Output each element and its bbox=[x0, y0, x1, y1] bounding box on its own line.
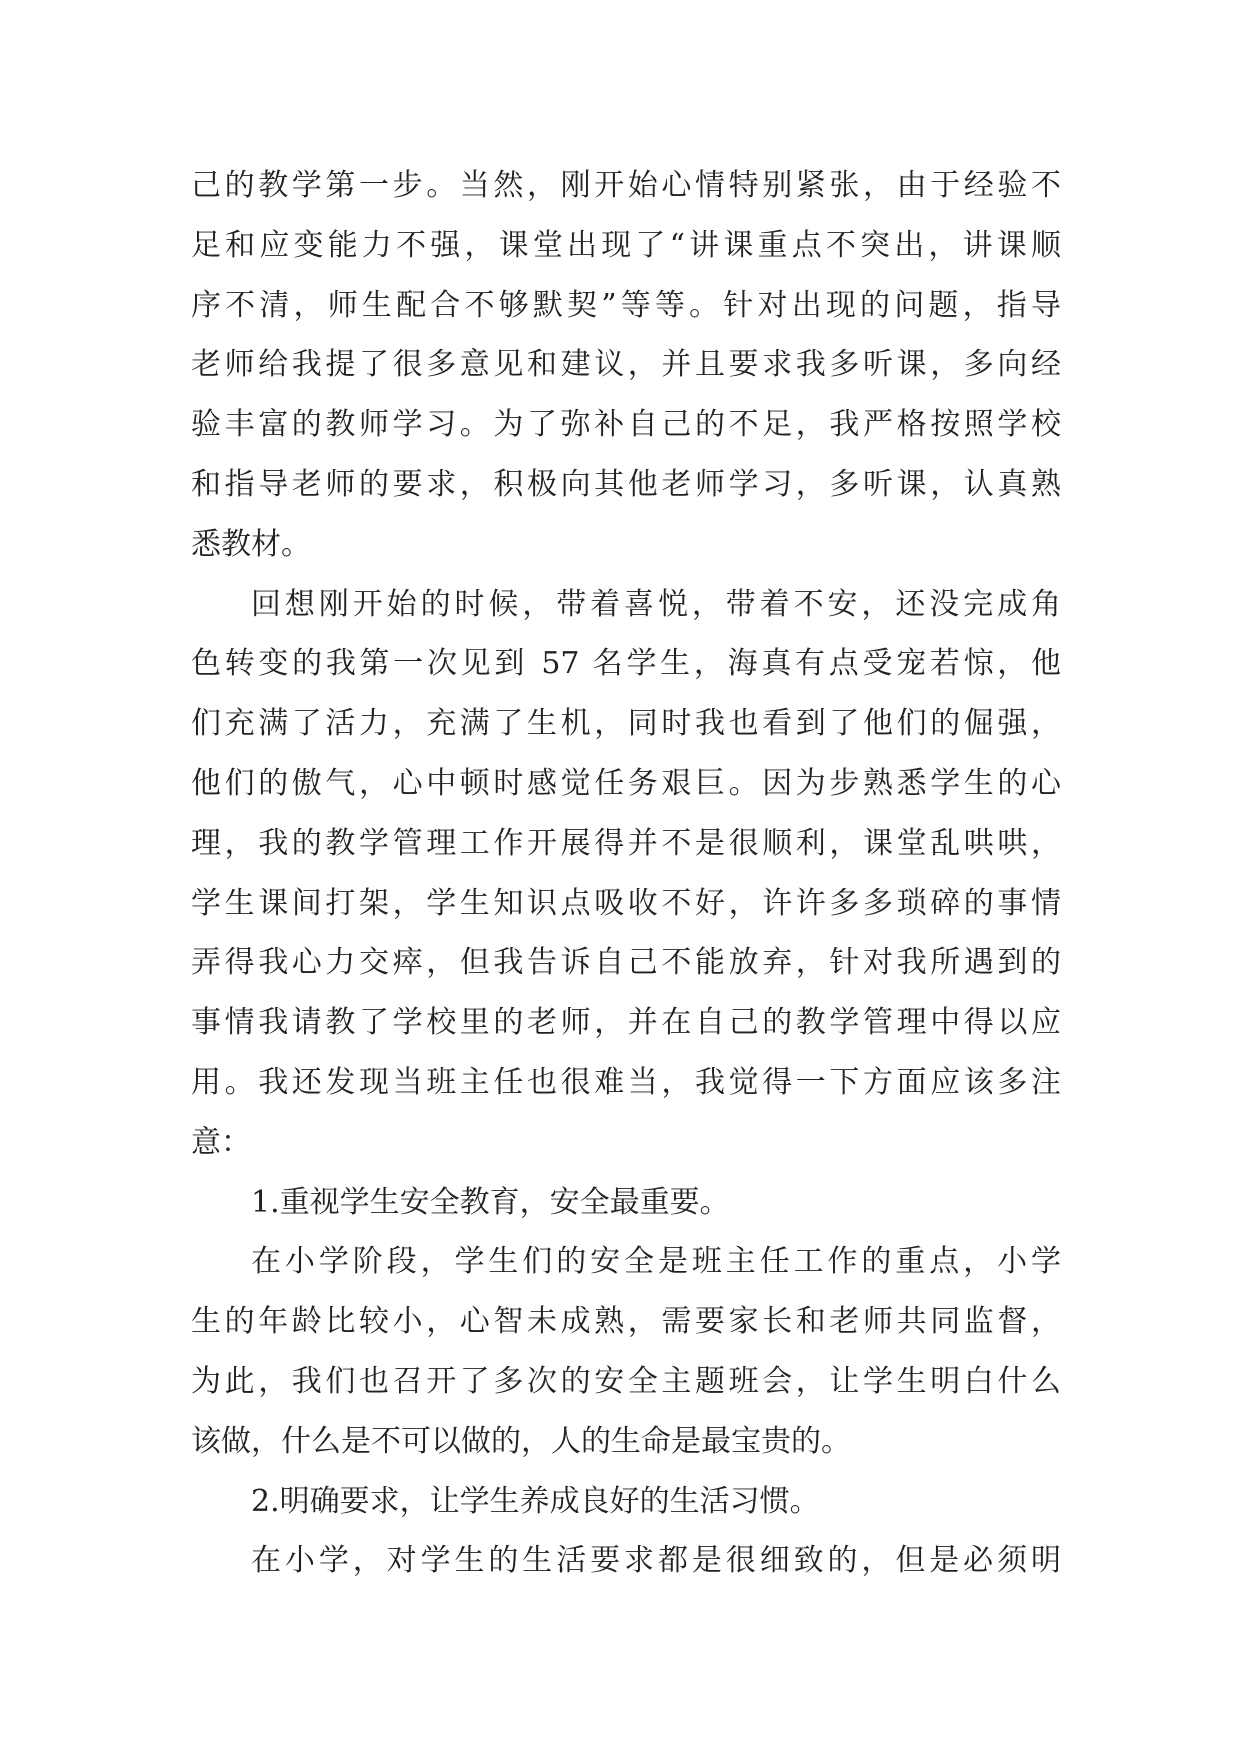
text-line: 在小学，对学生的生活要求都是很细致的，但是必须明 bbox=[251, 1543, 1061, 1579]
text-line: 弄得我心力交瘁，但我告诉自己不能放弃，针对我所遇到的 bbox=[191, 945, 1061, 981]
text-line: 事情我请教了学校里的老师，并在自己的教学管理中得以应 bbox=[191, 1005, 1061, 1041]
text-line: 足和应变能力不强，课堂出现了“讲课重点不突出，讲课顺 bbox=[191, 227, 1061, 263]
text-line: 己的教学第一步。当然，刚开始心情特别紧张，由于经验不 bbox=[191, 168, 1061, 203]
text-line: 理，我的教学管理工作开展得并不是很顺利，课堂乱哄哄， bbox=[191, 825, 1061, 861]
text-line: 学生课间打架，学生知识点吸收不好，许许多多琐碎的事情 bbox=[191, 885, 1061, 921]
text-line: 色转变的我第一次见到 57 名学生，海真有点受宠若惊，他 bbox=[191, 646, 1061, 682]
text-line: 2.明确要求，让学生养成良好的生活习惯。 bbox=[251, 1483, 820, 1519]
text-line: 在小学阶段，学生们的安全是班主任工作的重点，小学 bbox=[251, 1244, 1061, 1280]
text-line: 回想刚开始的时候，带着喜悦，带着不安，还没完成角 bbox=[251, 586, 1061, 622]
text-line: 用。我还发现当班主任也很难当，我觉得一下方面应该多注 bbox=[191, 1064, 1061, 1100]
document-body bbox=[191, 156, 1061, 1591]
text-line: 生的年龄比较小，心智未成熟，需要家长和老师共同监督， bbox=[191, 1304, 1061, 1340]
text-line: 悉教材。 bbox=[191, 526, 311, 562]
text-line: 1.重视学生安全教育，安全最重要。 bbox=[251, 1184, 730, 1220]
text-line: 们充满了活力，充满了生机，同时我也看到了他们的倔强， bbox=[191, 706, 1061, 742]
text-line: 和指导老师的要求，积极向其他老师学习，多听课，认真熟 bbox=[191, 466, 1061, 502]
text-line: 为此，我们也召开了多次的安全主题班会，让学生明白什么 bbox=[191, 1363, 1061, 1399]
text-line: 老师给我提了很多意见和建议，并且要求我多听课，多向经 bbox=[191, 347, 1061, 383]
text-line: 该做，什么是不可以做的，人的生命是最宝贵的。 bbox=[191, 1423, 851, 1459]
text-line: 意： bbox=[191, 1124, 251, 1160]
text-line: 他们的傲气，心中顿时感觉任务艰巨。因为步熟悉学生的心 bbox=[191, 765, 1061, 801]
text-line: 验丰富的教师学习。为了弥补自己的不足，我严格按照学校 bbox=[191, 407, 1061, 443]
text-line: 序不清，师生配合不够默契”等等。针对出现的问题，指导 bbox=[191, 287, 1061, 323]
